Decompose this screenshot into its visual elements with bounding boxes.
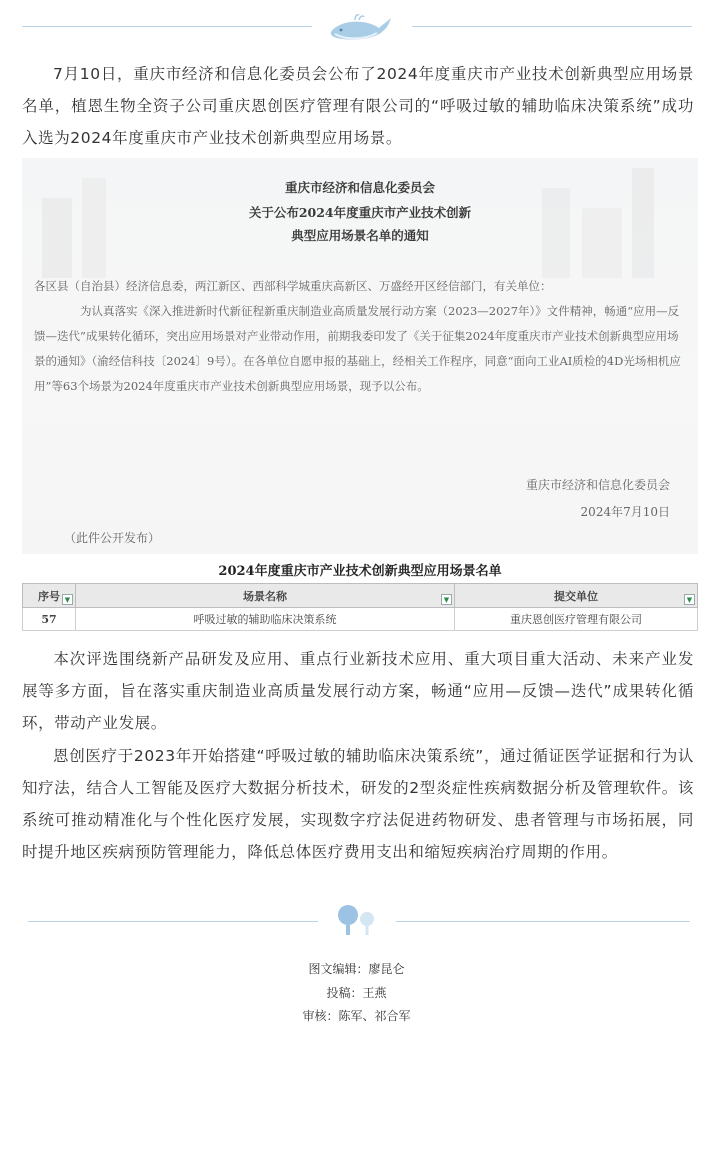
official-notice-image [22, 158, 698, 554]
paragraph-3 [22, 740, 694, 868]
notice-title-line1: 重庆市经济和信息化委员会 [284, 180, 435, 195]
notice-publication-note: （此件公开发布） [64, 531, 161, 545]
intro-paragraph [22, 58, 694, 154]
divider-line-right [396, 921, 690, 922]
header-no[interactable] [23, 584, 76, 608]
divider-line-left [28, 921, 318, 922]
cell-no: 57 [23, 608, 76, 631]
notice-content-text: 为认真落实《深入推进新时代新征程新重庆制造业高质量发展行动方案（2023—2027年）》文件精神，畅通“应用—反馈—迭代”成果转化循环，突出应用场景对产业带动作用，前期我委印发了《关于征集2024年度重庆市产业技术创新典型应用场景的通知》（渝经信科技〔2024〕9号）。在各单位自愿申报的基础上，经相关工作程序，同意“面向工业AI质检的4D光场相机应用”等63个场景为2024年度重庆市产业技术创新典型应用场景，现予以公布。 [34, 304, 681, 393]
cell-unit: 重庆恩创医疗管理有限公司 [455, 608, 698, 631]
notice-signature: 重庆市经济和信息化委员会 [525, 478, 670, 492]
notice-addressee: 各区县（自治县）经济信息委，两江新区、西部科学城重庆高新区、万盛经开区经信部门，有关单位： [34, 279, 552, 293]
header-unit[interactable] [455, 584, 698, 608]
notice-body [34, 274, 684, 399]
paragraph-2 [22, 643, 694, 739]
filter-dropdown-icon[interactable]: ▼ [62, 594, 73, 605]
credit-editor: 图文编辑：廖昆仑 [308, 962, 405, 976]
divider-line-right [412, 26, 692, 27]
whale-icon [325, 12, 395, 46]
table-header-row [23, 584, 698, 608]
intro-text: 7月10日，重庆市经济和信息化委员会公布了2024年度重庆市产业技术创新典型应用场景名单，植恩生物全资子公司重庆恩创医疗管理有限公司的“呼吸过敏的辅助临床决策系统”成功入选为2024年度重庆市产业技术创新典型应用场景。 [22, 65, 694, 147]
paragraph-3-text: 恩创医疗于2023年开始搭建“呼吸过敏的辅助临床决策系统”，通过循证医学证据和行为认知疗法，结合人工智能及医疗大数据分析技术，研发的2型炎症性疾病数据分析及管理软件。该系统可推动精准化与个性化医疗发展，实现数字疗法促进药物研发、患者管理与市场拓展，同时提升地区疾病预防管理能力，降低总体医疗费用支出和缩短疾病治疗周期的作用。 [22, 747, 694, 861]
notice-title-line2: 关于公布2024年度重庆市产业技术创新 [248, 205, 472, 220]
header-scene-label: 场景名称 [243, 589, 287, 603]
divider-line-left [22, 26, 312, 27]
table-title: 2024年度重庆市产业技术创新典型应用场景名单 [218, 564, 502, 579]
scene-list-table [22, 583, 698, 631]
notice-date: 2024年7月10日 [580, 505, 670, 519]
paragraph-2-text: 本次评选围绕新产品研发及应用、重点行业新技术应用、重大项目重大活动、未来产业发展等多方面，旨在落实重庆制造业高质量发展行动方案，畅通“应用—反馈—迭代”成果转化循环，带动产业发展。 [22, 650, 694, 732]
credit-reviewer: 审核：陈军、祁合军 [302, 1009, 411, 1023]
header-unit-label: 提交单位 [554, 589, 598, 603]
header-scene[interactable] [76, 584, 455, 608]
notice-content [34, 299, 684, 399]
header-no-label: 序号 [38, 589, 60, 603]
filter-dropdown-icon[interactable]: ▼ [684, 594, 695, 605]
notice-title-line3: 典型应用场景名单的通知 [291, 228, 429, 243]
cell-scene: 呼吸过敏的辅助临床决策系统 [76, 608, 455, 631]
lightbulb-icon [334, 903, 380, 937]
filter-dropdown-icon[interactable]: ▼ [441, 594, 452, 605]
table-row [23, 608, 698, 631]
credit-contributor: 投稿：王燕 [326, 986, 387, 1000]
